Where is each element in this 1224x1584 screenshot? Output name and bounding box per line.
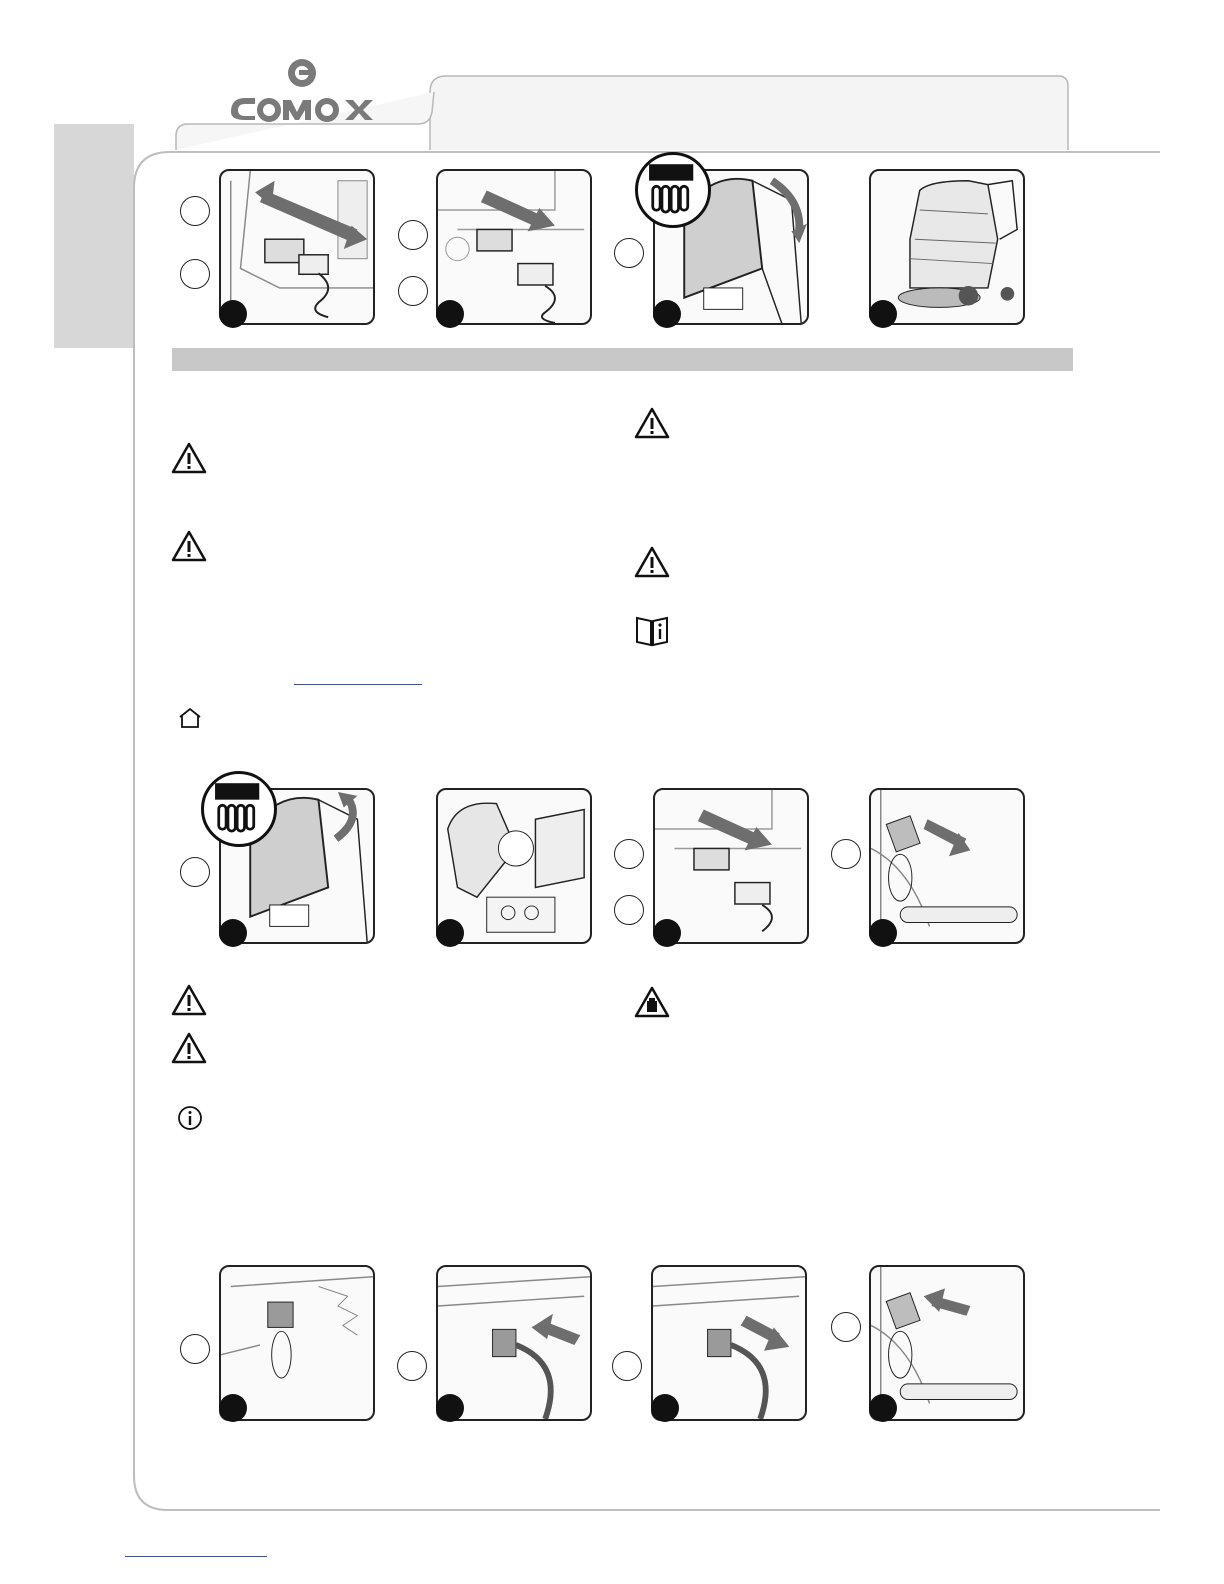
manual-book-icon (634, 614, 670, 648)
figure-connector-disconnect (219, 169, 375, 325)
warning-triangle-icon (171, 1031, 207, 1065)
step-badge-2 (436, 1394, 464, 1422)
callout-1 (612, 1351, 642, 1381)
callout-1 (831, 839, 861, 869)
callout-2 (398, 276, 428, 306)
text-link[interactable] (294, 684, 422, 685)
warning-triangle-icon (171, 983, 207, 1017)
step-badge-2 (436, 919, 464, 947)
footer-link[interactable] (125, 1556, 267, 1557)
callout-2 (614, 895, 644, 925)
step-badge-1 (219, 1394, 247, 1422)
callout-1 (831, 1312, 861, 1342)
comac-logo (225, 56, 380, 126)
step-badge-1 (219, 919, 247, 947)
figure-battery-compartment (436, 788, 592, 944)
figure-connector-separate (436, 169, 592, 325)
callout-2 (180, 259, 210, 289)
warning-triangle-icon (634, 406, 670, 440)
callout-1 (180, 1334, 210, 1364)
step-badge-4 (869, 1394, 897, 1422)
callout-1 (180, 857, 210, 887)
callout-1 (180, 196, 210, 226)
step-badge-3 (651, 1394, 679, 1422)
two-hands-icon (635, 152, 711, 228)
step-badge-4 (869, 300, 897, 328)
figure-connector-separate (653, 788, 809, 944)
figure-machine (869, 169, 1025, 325)
warning-triangle-icon (171, 529, 207, 563)
info-icon (176, 1104, 204, 1132)
warning-triangle-icon (171, 441, 207, 475)
step-badge-1 (219, 300, 247, 328)
step-badge-3 (653, 300, 681, 328)
callout-1 (398, 220, 428, 250)
callout-1 (397, 1351, 427, 1381)
callout-1 (614, 238, 644, 268)
step-badge-4 (869, 919, 897, 947)
step-badge-3 (653, 919, 681, 947)
home-icon (177, 706, 203, 730)
figure-switch-off (869, 788, 1025, 944)
warning-triangle-icon (634, 545, 670, 579)
step-badge-2 (436, 300, 464, 328)
callout-1 (614, 839, 644, 869)
section-heading-bar (172, 348, 1073, 371)
two-hands-icon (201, 771, 277, 847)
battery-warning-icon (634, 985, 670, 1019)
